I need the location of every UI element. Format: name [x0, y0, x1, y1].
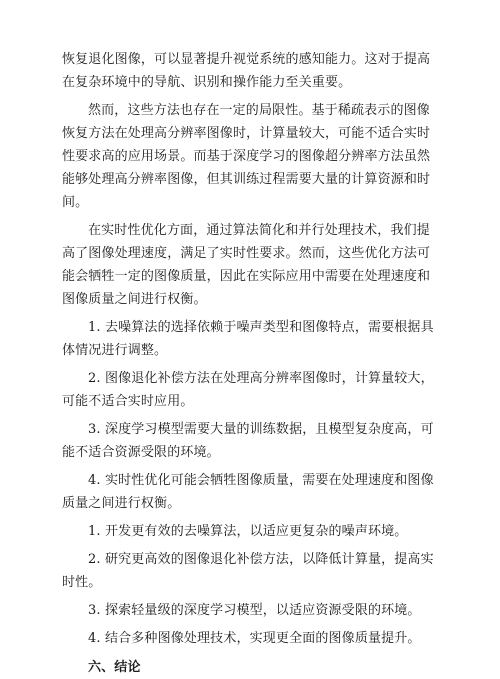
limitation-item: 3. 深度学习模型需要大量的训练数据，且模型复杂度高，可能不适合资源受限的环境。 — [62, 422, 434, 460]
future-work-item: 1. 开发更有效的去噪算法，以适应更复杂的噪声环境。 — [88, 524, 408, 539]
limitation-item: 4. 实时性优化可能会牺牲图像质量，需要在处理速度和图像质量之间进行权衡。 — [62, 473, 434, 511]
paragraph-realtime-optimization: 在实时性优化方面，通过算法简化和并行处理技术，我们提高了图像处理速度，满足了实时性要求。然而，这些优化方法可能会牺牲一定的图像质量，因此在实际应用中需要在处理速度和图像质量之间进行权衡。 — [62, 223, 431, 307]
paragraph-intro-continuation: 恢复退化图像，可以显著提升视觉系统的感知能力。这对于提高在复杂环境中的导航、识别和操作能力至关重要。 — [62, 52, 431, 90]
future-work-item: 2. 研究更高效的图像退化补偿方法，以降低计算量，提高实时性。 — [62, 552, 434, 590]
future-work-item: 4. 结合多种图像处理技术，实现更全面的图像质量提升。 — [88, 631, 421, 646]
section-heading-conclusion: 六、结论 — [88, 660, 141, 675]
limitation-item: 2. 图像退化补偿方法在处理高分辨率图像时，计算量较大，可能不适合实时应用。 — [62, 371, 434, 409]
future-work-item: 3. 探索轻量级的深度学习模型，以适应资源受限的环境。 — [88, 603, 421, 618]
paragraph-limitations-overview: 然而，这些方法也存在一定的局限性。基于稀疏表示的图像恢复方法在处理高分辨率图像时，计算量较大，可能不适合实时性要求高的应用场景。而基于深度学习的图像超分辨率方法虽然能够处理高分辨率图像，但其训练过程需要大量的计算资源和时间。 — [62, 103, 431, 210]
limitation-item: 1. 去噪算法的选择依赖于噪声类型和图像特点，需要根据具体情况进行调整。 — [62, 320, 434, 358]
